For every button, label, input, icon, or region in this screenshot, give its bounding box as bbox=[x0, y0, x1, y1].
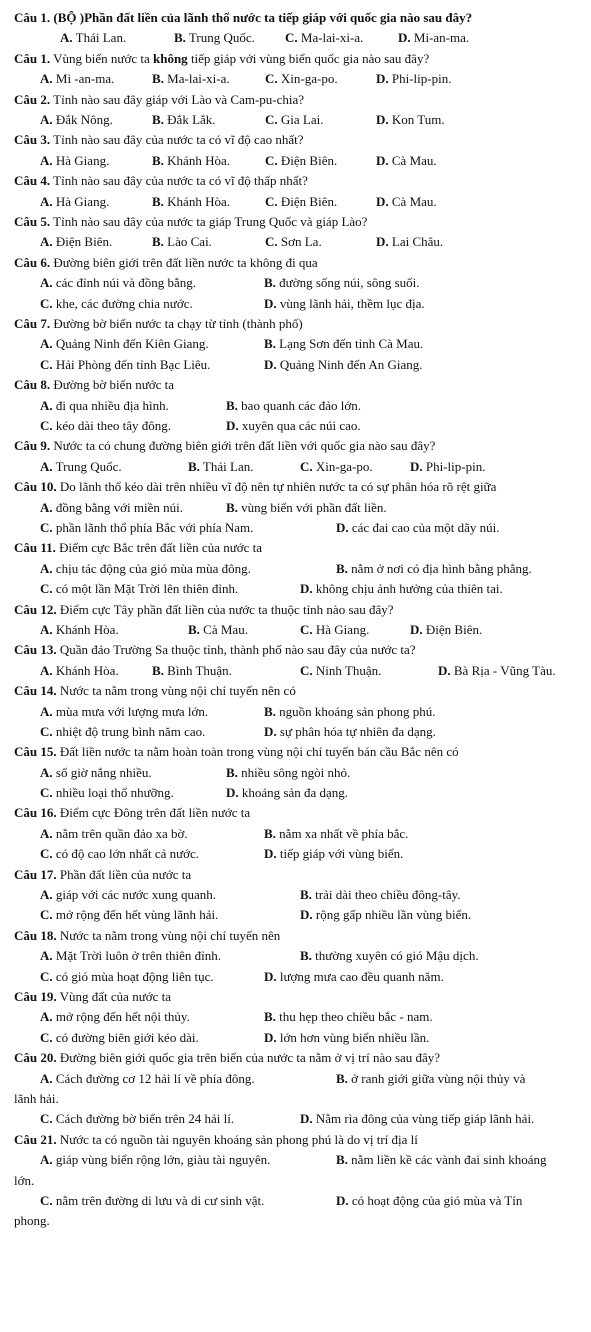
options-row bbox=[14, 192, 581, 212]
option-a[interactable]: A. giáp với các nước xung quanh. bbox=[40, 887, 217, 903]
options-row bbox=[14, 355, 581, 375]
question-15 bbox=[14, 742, 581, 803]
option-b[interactable]: B. nhiều sông ngòi nhỏ. bbox=[226, 764, 351, 780]
option-d[interactable]: D. Kon Tum. bbox=[376, 112, 445, 127]
question-number: Câu 18. bbox=[14, 927, 57, 943]
option-a[interactable]: A. Mặt Trời luôn ở trên thiên đỉnh. bbox=[40, 948, 221, 964]
option-b[interactable]: B. Khánh Hòa. bbox=[152, 193, 230, 209]
option-b[interactable]: B. Thái Lan. bbox=[188, 458, 254, 474]
question-line bbox=[14, 600, 581, 620]
question-text: Tỉnh nào sau đây giáp với Lào và Cam-pu-chia? bbox=[53, 91, 305, 107]
options-row bbox=[14, 844, 581, 864]
options-row bbox=[14, 498, 581, 518]
question-text: Phần đất liền của nước ta bbox=[59, 866, 192, 882]
question-4 bbox=[14, 171, 581, 212]
question-8 bbox=[14, 375, 581, 436]
option-b[interactable]: B. Lạng Sơn đến tỉnh Cà Mau. bbox=[264, 336, 424, 352]
option-a[interactable]: A. Khánh Hòa. bbox=[40, 662, 119, 678]
option-c[interactable]: C. Ninh Thuận. bbox=[300, 662, 382, 678]
question-number: Câu 19. bbox=[14, 989, 57, 1005]
option-b[interactable]: B. đường sống núi, sông suối. bbox=[264, 275, 420, 291]
question-5 bbox=[14, 212, 581, 253]
question-number: Câu 2. bbox=[14, 91, 51, 107]
option-c[interactable]: C. khe, các đường chia nước. bbox=[40, 295, 193, 311]
question-line bbox=[14, 803, 581, 823]
options-row bbox=[14, 824, 581, 844]
option-b[interactable]: B. Ma-lai-xi-a. bbox=[152, 71, 230, 87]
question-number: Câu 14. bbox=[14, 683, 57, 699]
option-a[interactable]: A. nằm trên quần đảo xa bờ. bbox=[40, 825, 188, 841]
options-row bbox=[14, 1191, 581, 1211]
options-row bbox=[14, 1069, 581, 1089]
option-c[interactable]: C. có gió mùa hoạt động liên tục. bbox=[40, 968, 214, 984]
option-b[interactable]: B. thường xuyên có gió Mậu dịch. bbox=[300, 948, 479, 964]
option-b-continued: lãnh hải. bbox=[14, 1091, 59, 1107]
option-b[interactable]: B. nằm xa nhất về phía bắc. bbox=[264, 825, 409, 841]
option-d[interactable]: D. Phi-lip-pin. bbox=[376, 71, 452, 87]
question-line bbox=[14, 1130, 581, 1150]
option-b[interactable]: B. thu hẹp theo chiều bắc - nam. bbox=[264, 1009, 433, 1025]
option-d[interactable]: D. tiếp giáp với vùng biển. bbox=[264, 846, 404, 862]
question-text-emphasis: không bbox=[152, 50, 188, 66]
question-text-post: tiếp giáp với vùng biển quốc gia nào sau đây? bbox=[187, 50, 430, 66]
question-number: Câu 7. bbox=[14, 315, 51, 331]
option-c[interactable]: C. Ma-lai-xi-a. bbox=[285, 30, 364, 46]
question-number: Câu 1. bbox=[14, 50, 51, 66]
options-row bbox=[14, 273, 581, 293]
option-b[interactable]: B. nằm ở nơi có địa hình bằng phẳng. bbox=[336, 560, 532, 576]
question-line bbox=[14, 171, 581, 191]
option-d[interactable]: D. Nằm rìa đông của vùng tiếp giáp lãnh hải. bbox=[300, 1111, 535, 1127]
question-12 bbox=[14, 600, 581, 641]
question-line bbox=[14, 375, 581, 395]
option-d[interactable]: D. lớn hơn vùng biển nhiều lần. bbox=[264, 1029, 430, 1045]
option-c[interactable]: C. kéo dài theo tây đông. bbox=[40, 417, 172, 433]
option-c[interactable]: C. nhiệt độ trung bình năm cao. bbox=[40, 723, 206, 739]
question-text: Nước ta có chung đường biên giới trên đất liền với quốc gia nào sau đây? bbox=[53, 438, 436, 454]
question-number: Câu 20. bbox=[14, 1050, 57, 1066]
question-17 bbox=[14, 865, 581, 926]
question-19 bbox=[14, 987, 581, 1048]
question-number: Câu 3. bbox=[14, 132, 51, 148]
option-a[interactable]: A. Đắk Nông. bbox=[40, 112, 113, 127]
question-13 bbox=[14, 640, 581, 681]
options-row bbox=[14, 416, 581, 436]
option-a[interactable]: A. Quảng Ninh đến Kiên Giang. bbox=[40, 336, 209, 352]
question-text: Tỉnh nào sau đây của nước ta có vĩ độ cao nhất? bbox=[53, 132, 304, 148]
option-c[interactable]: C. nằm trên đường di lưu và di cư sinh vật. bbox=[40, 1193, 265, 1208]
option-c[interactable]: C. Gia Lai. bbox=[265, 112, 324, 127]
options-row-continued bbox=[14, 1171, 581, 1191]
options-row bbox=[14, 579, 581, 599]
option-c[interactable]: C. Hà Giang. bbox=[300, 621, 370, 637]
option-b-continued: lớn. bbox=[14, 1172, 35, 1188]
question-text: (BỘ )Phần đất liền của lãnh thổ nước ta tiếp giáp với quốc gia nào sau đây? bbox=[53, 10, 473, 25]
question-number: Câu 13. bbox=[14, 642, 57, 658]
options-row bbox=[14, 396, 581, 416]
question-line bbox=[14, 90, 581, 110]
option-d[interactable]: D. rộng gấp nhiều lần vùng biển. bbox=[300, 907, 472, 923]
option-d[interactable]: D. các đai cao của một dãy núi. bbox=[336, 519, 500, 535]
option-c[interactable]: C. có đường biên giới kéo dài. bbox=[40, 1029, 199, 1045]
option-b[interactable]: B. Cà Mau. bbox=[188, 621, 248, 637]
options-row bbox=[14, 518, 581, 538]
question-line bbox=[14, 865, 581, 885]
options-row bbox=[14, 885, 581, 905]
question-text: Đất liền nước ta nằm hoàn toàn trong vùng nội chí tuyến bán cầu Bắc nên có bbox=[59, 744, 459, 760]
question-number: Câu 15. bbox=[14, 744, 57, 760]
question-line bbox=[14, 253, 581, 273]
option-a[interactable]: A. Mi -an-ma. bbox=[40, 71, 115, 87]
options-row bbox=[14, 702, 581, 722]
question-number: Câu 5. bbox=[14, 213, 51, 229]
option-d[interactable]: D. sự phân hóa tự nhiên đa dạng. bbox=[264, 723, 436, 739]
question-7 bbox=[14, 314, 581, 375]
question-text: Do lãnh thổ kéo dài trên nhiều vĩ độ nên tự nhiên nước ta có sự phân hóa rõ rệt giữa bbox=[59, 479, 497, 495]
question-text: Nước ta nằm trong vùng nội chí tuyến nên có bbox=[59, 683, 296, 699]
option-a[interactable]: A. Cách đường cơ 12 hải lí về phía đông. bbox=[40, 1070, 255, 1086]
question-text: Đường biên giới trên đất liền nước ta không đi qua bbox=[53, 254, 318, 270]
option-c[interactable]: C. Sơn La. bbox=[265, 234, 322, 250]
question-number: Câu 16. bbox=[14, 805, 57, 821]
options-row bbox=[14, 620, 581, 640]
question-line bbox=[14, 8, 581, 28]
question-line bbox=[14, 212, 581, 232]
option-c[interactable]: C. phần lãnh thổ phía Bắc với phía Nam. bbox=[40, 519, 254, 535]
options-row bbox=[14, 334, 581, 354]
options-row-continued bbox=[14, 1089, 581, 1109]
question-number: Câu 4. bbox=[14, 173, 51, 189]
question-text: Đường biên giới quốc gia trên biển của nước ta nằm ở vị trí nào sau đây? bbox=[59, 1050, 441, 1066]
option-a[interactable]: A. Trung Quốc. bbox=[40, 458, 122, 474]
option-a[interactable]: A. đi qua nhiều địa hình. bbox=[40, 397, 169, 413]
options-row bbox=[14, 69, 581, 89]
options-row bbox=[14, 1028, 581, 1048]
question-line bbox=[14, 130, 581, 150]
option-d[interactable]: D. Quảng Ninh đến An Giang. bbox=[264, 356, 423, 372]
option-c[interactable]: C. Điện Biên. bbox=[265, 152, 338, 168]
options-row bbox=[14, 110, 581, 130]
options-row bbox=[14, 722, 581, 742]
question-number: Câu 12. bbox=[14, 601, 57, 617]
option-d[interactable]: D. không chịu ảnh hưởng của thiên tai. bbox=[300, 581, 503, 597]
option-b[interactable]: B. nằm liền kề các vành đai sinh khoáng bbox=[336, 1152, 547, 1168]
question-3 bbox=[14, 130, 581, 171]
option-c[interactable]: C. Xin-ga-po. bbox=[300, 458, 373, 474]
option-d-continued: phong. bbox=[14, 1213, 50, 1229]
options-row bbox=[14, 1150, 581, 1170]
option-a[interactable]: A. giáp vùng biển rộng lớn, giàu tài nguyên. bbox=[40, 1152, 271, 1168]
option-b[interactable]: B. Đắk Lắk. bbox=[152, 112, 216, 127]
option-d[interactable]: D. Lai Châu. bbox=[376, 234, 444, 250]
option-b[interactable]: B. trải dài theo chiều đông-tây. bbox=[300, 887, 461, 903]
option-b[interactable]: B. Khánh Hòa. bbox=[152, 152, 230, 168]
options-row bbox=[14, 457, 581, 477]
option-b[interactable]: B. Lào Cai. bbox=[152, 234, 212, 250]
option-c[interactable]: C. có một lần Mặt Trời lên thiên đỉnh. bbox=[40, 581, 239, 597]
question-2 bbox=[14, 90, 581, 131]
option-c[interactable]: C. nhiều loại thổ nhưỡng. bbox=[40, 785, 174, 801]
option-c[interactable]: C. Điện Biên. bbox=[265, 193, 338, 209]
option-d[interactable]: D. Điện Biên. bbox=[410, 621, 483, 637]
option-d[interactable]: D. Mi-an-ma. bbox=[398, 30, 470, 46]
options-row bbox=[14, 559, 581, 579]
options-row-continued bbox=[14, 1211, 581, 1231]
options-row bbox=[14, 232, 581, 252]
options-row bbox=[14, 946, 581, 966]
question-line bbox=[14, 987, 581, 1007]
question-18 bbox=[14, 926, 581, 987]
question-10 bbox=[14, 477, 581, 538]
question-line bbox=[14, 314, 581, 334]
question-number: Câu 10. bbox=[14, 479, 57, 495]
question-number: Câu 17. bbox=[14, 866, 57, 882]
option-d[interactable]: D. Phi-lip-pin. bbox=[410, 458, 486, 474]
question-1a bbox=[14, 8, 581, 49]
question-21 bbox=[14, 1130, 581, 1232]
options-row bbox=[14, 1109, 581, 1129]
question-text: Quần đảo Trường Sa thuộc tỉnh, thành phố nào sau đây của nước ta? bbox=[59, 642, 416, 658]
option-d[interactable]: D. xuyên qua các núi cao. bbox=[226, 417, 361, 433]
question-text: Đường bờ biển nước ta chạy từ tỉnh (thành phố) bbox=[53, 315, 303, 331]
question-11 bbox=[14, 538, 581, 599]
option-d[interactable]: D. Cà Mau. bbox=[376, 152, 437, 168]
question-14 bbox=[14, 681, 581, 742]
option-a[interactable]: A. Hà Giang. bbox=[40, 193, 110, 209]
question-6 bbox=[14, 253, 581, 314]
question-16 bbox=[14, 803, 581, 864]
option-d[interactable]: D. Cà Mau. bbox=[376, 193, 437, 209]
question-line bbox=[14, 926, 581, 946]
options-row bbox=[14, 1007, 581, 1027]
question-number: Câu 21. bbox=[14, 1131, 57, 1147]
options-row bbox=[14, 783, 581, 803]
question-1b bbox=[14, 49, 581, 90]
question-text: Vùng đất của nước ta bbox=[59, 989, 172, 1005]
option-d[interactable]: D. Bà Rịa - Vũng Tàu. bbox=[438, 662, 556, 678]
option-b[interactable]: B. ở ranh giới giữa vùng nội thủy và bbox=[336, 1070, 526, 1086]
question-line bbox=[14, 477, 581, 497]
question-line bbox=[14, 436, 581, 456]
options-row bbox=[14, 294, 581, 314]
option-c[interactable]: C. Hải Phòng đến tỉnh Bạc Liêu. bbox=[40, 356, 211, 372]
option-c[interactable]: C. Xin-ga-po. bbox=[265, 71, 338, 87]
option-b[interactable]: B. Bình Thuận. bbox=[152, 662, 232, 678]
option-a[interactable]: A. số giờ nắng nhiều. bbox=[40, 764, 152, 780]
question-number: Câu 8. bbox=[14, 377, 51, 393]
option-c[interactable]: C. mở rộng đến hết vùng lãnh hải. bbox=[40, 907, 219, 923]
question-line bbox=[14, 640, 581, 660]
question-line bbox=[14, 538, 581, 558]
option-a[interactable]: A. Điện Biên. bbox=[40, 234, 113, 250]
question-text-pre: Vùng biển nước ta bbox=[53, 50, 153, 66]
option-b[interactable]: B. bao quanh các đảo lớn. bbox=[226, 397, 362, 413]
question-line bbox=[14, 681, 581, 701]
question-text: Điểm cực Bắc trên đất liền của nước ta bbox=[59, 540, 263, 556]
question-text: Điểm cực Tây phần đất liền của nước ta thuộc tỉnh nào sau đây? bbox=[59, 601, 394, 617]
question-number: Câu 9. bbox=[14, 438, 51, 454]
question-line bbox=[14, 1048, 581, 1068]
question-number: Câu 6. bbox=[14, 254, 51, 270]
option-a[interactable]: A. các đỉnh núi và đồng bằng. bbox=[40, 275, 196, 291]
option-c[interactable]: C. Cách đường bờ biển trên 24 hải lí. bbox=[40, 1111, 235, 1127]
option-d[interactable]: D. lượng mưa cao đều quanh năm. bbox=[264, 968, 444, 984]
question-text: Tỉnh nào sau đây của nước ta giáp Trung Quốc và giáp Lào? bbox=[53, 213, 368, 229]
question-line bbox=[14, 742, 581, 762]
question-number: Câu 11. bbox=[14, 540, 56, 556]
question-9 bbox=[14, 436, 581, 477]
question-text: Nước ta có nguồn tài nguyên khoáng sản phong phú là do vị trí địa lí bbox=[59, 1131, 418, 1147]
question-line bbox=[14, 49, 581, 69]
option-a[interactable]: A. mùa mưa với lượng mưa lớn. bbox=[40, 703, 209, 719]
options-row bbox=[14, 28, 581, 48]
option-d[interactable]: D. vùng lãnh hải, thềm lục địa. bbox=[264, 295, 425, 311]
options-row bbox=[14, 151, 581, 171]
question-text: Đường bờ biển nước ta bbox=[53, 377, 175, 393]
question-text: Nước ta nằm trong vùng nội chí tuyến nên bbox=[59, 927, 281, 943]
question-text: Tỉnh nào sau đây của nước ta có vĩ độ thấp nhất? bbox=[53, 173, 308, 189]
option-d[interactable]: D. có hoạt động của gió mùa và Tín bbox=[336, 1193, 523, 1208]
option-a[interactable]: A. Hà Giang. bbox=[40, 152, 110, 168]
option-a[interactable]: A. đồng bằng với miền núi. bbox=[40, 499, 184, 515]
options-row bbox=[14, 763, 581, 783]
question-text: Điểm cực Đông trên đất liền nước ta bbox=[59, 805, 251, 821]
option-a[interactable]: A. mở rộng đến hết nội thủy. bbox=[40, 1009, 190, 1025]
option-a[interactable]: A. Khánh Hòa. bbox=[40, 621, 119, 637]
option-c[interactable]: C. có độ cao lớn nhất cả nước. bbox=[40, 846, 200, 862]
question-number: Câu 1. bbox=[14, 10, 51, 25]
option-b[interactable]: B. Trung Quốc. bbox=[174, 30, 255, 46]
options-row bbox=[14, 905, 581, 925]
question-20 bbox=[14, 1048, 581, 1130]
options-row bbox=[14, 967, 581, 987]
option-b[interactable]: B. vùng biển với phần đất liền. bbox=[226, 499, 387, 515]
option-a[interactable]: A. chịu tác động của gió mùa mùa đông. bbox=[40, 560, 251, 576]
option-d[interactable]: D. khoáng sản đa dạng. bbox=[226, 785, 349, 801]
options-row bbox=[14, 661, 581, 681]
option-b[interactable]: B. nguồn khoáng sản phong phú. bbox=[264, 703, 436, 719]
option-a[interactable]: A. Thái Lan. bbox=[60, 30, 127, 46]
